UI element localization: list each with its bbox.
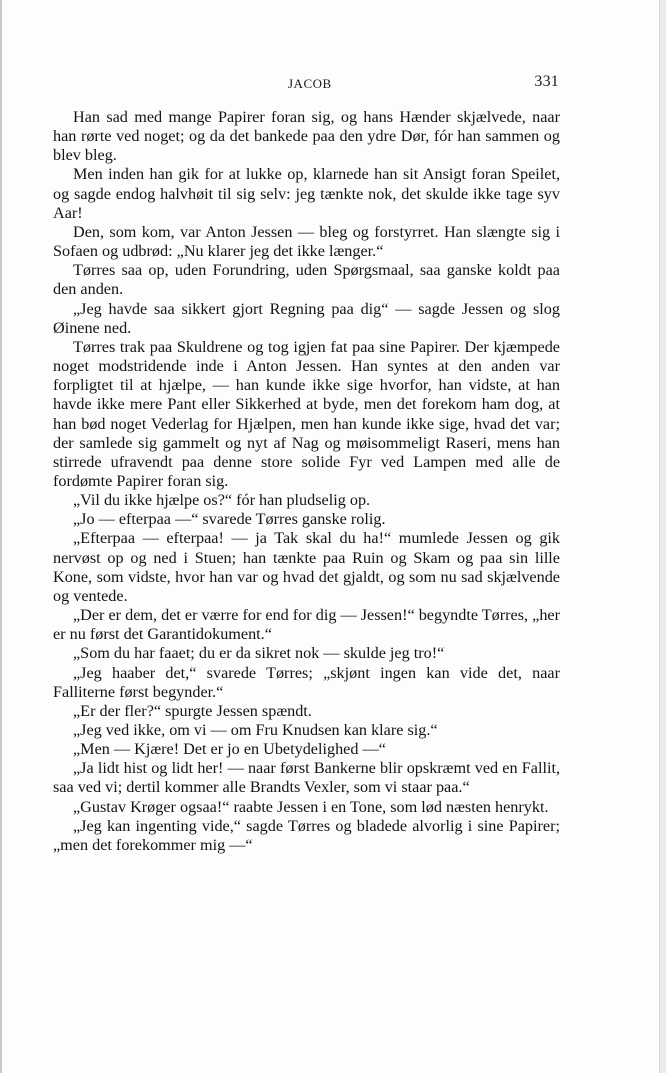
- page-number: 331: [534, 73, 559, 90]
- paragraph: Men inden han gik for at lukke op, klarnede han sit Ansigt foran Speilet, og sagde endog halvhøit til sig selv: jeg tænkte nok, det skulde ikke tage syv Aar!: [53, 165, 560, 222]
- paragraph: „Men — Kjære! Det er jo en Ubetydelighed —“: [73, 740, 386, 759]
- running-head-title: JACOB: [288, 76, 332, 91]
- paragraph: „Efterpaa — efterpaa! — ja Tak skal du ha!“ mumlede Jessen og gik nervøst op og ned i Stuen; han tænkte paa Ruin og Skam og paa sin lille Kone, som vidste, hvor han var og hvad det gjaldt, og som nu sad skjælvende og ventede.: [53, 529, 560, 605]
- paragraph: Tørres trak paa Skuldrene og tog igjen fat paa sine Papirer. Der kjæmpede noget modstridende inde i Anton Jessen. Han syntes at den anden var forpligtet til at hjælpe, — han kunde ikke sige hvorfor, han vidste, at han havde ikke mere Pant eller Sikkerhed at byde, men det forekom ham dog, at han bød noget Vederlag for Hjælpen, men han kunde ikke sige, hvad det var; der samlede sig gammelt og nyt af Nag og møisommeligt Raseri, mens han stirrede ufravendt paa denne store solide Fyr ved Lampen med alle de fordømte Papirer foran sig.: [53, 337, 560, 490]
- body-text: [53, 108, 560, 855]
- paragraph: „Jeg ved ikke, om vi — om Fru Knudsen kan klare sig.“: [73, 721, 438, 739]
- paragraph: Tørres saa op, uden Forundring, uden Spørgsmaal, saa ganske koldt paa den anden.: [53, 261, 560, 299]
- paragraph: Den, som kom, var Anton Jessen — bleg og forstyrret. Han slængte sig i Sofaen og udbrød: „Nu klarer jeg det ikke længer.“: [53, 222, 560, 261]
- paragraph: „Der er dem, det er værre for end for dig — Jessen!“ begyndte Tørres, „her er nu først det Garantidokument.“: [53, 606, 560, 644]
- paragraph: „Jeg havde saa sikkert gjort Regning paa dig“ — sagde Jessen og slog Øinene ned.: [53, 299, 560, 337]
- running-head: [2, 73, 659, 96]
- paragraph: „Jo — efterpaa —“ svarede Tørres ganske rolig.: [73, 510, 386, 529]
- paragraph: „Gustav Krøger ogsaa!“ raabte Jessen i en Tone, som lød næsten henrykt.: [73, 797, 549, 816]
- paragraph: Han sad med mange Papirer foran sig, og hans Hænder skjælvede, naar han rørte ved noget; og da det bankede paa den ydre Dør, fór han sammen og blev bleg.: [53, 108, 560, 165]
- book-page: [2, 0, 659, 1073]
- paragraph: „Ja lidt hist og lidt her! — naar først Bankerne blir opskræmt ved en Fallit, saa ved vi; dertil kommer alle Brandts Vexler, som vi staar paa.“: [53, 759, 560, 797]
- paragraph: „Er der fler?“ spurgte Jessen spændt.: [73, 701, 312, 720]
- paragraph: „Som du har faaet; du er da sikret nok — skulde jeg tro!“: [73, 644, 445, 663]
- paragraph: „Vil du ikke hjælpe os?“ fór han pludselig op.: [73, 491, 371, 510]
- paragraph: „Jeg kan ingenting vide,“ sagde Tørres og bladede alvorlig i sine Papirer; „men det forekommer mig —“: [53, 816, 560, 854]
- paragraph: „Jeg haaber det,“ svarede Tørres; „skjønt ingen kan vide det, naar Falliterne først begynder.“: [53, 663, 560, 701]
